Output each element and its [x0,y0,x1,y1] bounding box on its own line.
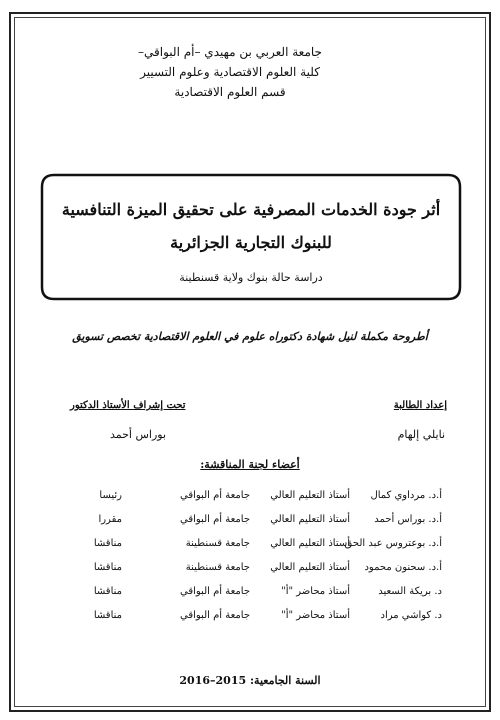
member-university: جامعة أم البواقي [180,586,250,597]
member-role: مناقشا [93,610,122,621]
committee-row [0,514,500,534]
member-rank: أستاذ التعليم العالي [270,562,350,573]
member-role: مناقشا [93,538,122,549]
member-university: جامعة أم البواقي [180,610,250,621]
thesis-title-line-2: للبنوك التجارية الجزائرية [170,233,332,252]
member-university: جامعة قسنطينة [185,562,250,573]
member-name: أ.د. بوراس أحمد [374,514,442,525]
committee-row [0,610,500,630]
member-rank: أستاذ محاضر "أ" [281,586,350,597]
member-rank: أستاذ التعليم العالي [270,490,350,501]
committee-title: أعضاء لجنة المناقشة: [200,458,300,471]
department-name: قسم العلوم الاقتصادية [174,85,286,99]
member-role: رئيسا [99,490,122,501]
academic-year: السنة الجامعية: 2015–2016 [179,674,321,687]
member-rank: أستاذ التعليم العالي [270,538,350,549]
case-study-subtitle: دراسة حالة بنوك ولاية قسنطينة [179,271,323,284]
student-name: نايلي إلهام [397,428,445,441]
member-name: أ.د. بوعتروس عبد الحق [344,538,442,549]
student-label: إعداد الطالبة [393,400,447,411]
member-role: مناقشا [93,586,122,597]
university-name: جامعة العربي بن مهيدي –أم البواقي– [138,45,322,59]
member-rank: أستاذ محاضر "أ" [281,610,350,621]
institution-header [80,42,380,102]
faculty-name: كلية العلوم الاقتصادية وعلوم التسيير [140,65,320,79]
member-university: جامعة قسنطينة [185,538,250,549]
member-name: د. بريكة السعيد [378,586,442,597]
member-university: جامعة أم البواقي [180,514,250,525]
member-name: أ.د. سحنون محمود [364,562,442,573]
member-name: أ.د. مرداوي كمال [370,490,442,501]
member-rank: أستاذ التعليم العالي [270,514,350,525]
title-box [40,173,462,301]
committee-row [0,586,500,606]
supervisor-label: تحت إشراف الأستاذ الدكتور [70,400,186,411]
thesis-title-line-1: أثر جودة الخدمات المصرفية على تحقيق الميزة التنافسية [61,200,441,219]
committee-row [0,538,500,558]
member-name: د. كواشي مراد [380,610,442,621]
committee-row [0,490,500,510]
supervisor-name: بوراس أحمد [110,428,167,441]
thesis-description: أطروحة مكملة لنيل شهادة دكتوراه علوم في العلوم الاقتصادية تخصص تسويق [72,330,428,343]
committee-row [0,562,500,582]
member-role: مناقشا [93,562,122,573]
member-role: مقررا [98,514,122,525]
member-university: جامعة أم البواقي [180,490,250,501]
